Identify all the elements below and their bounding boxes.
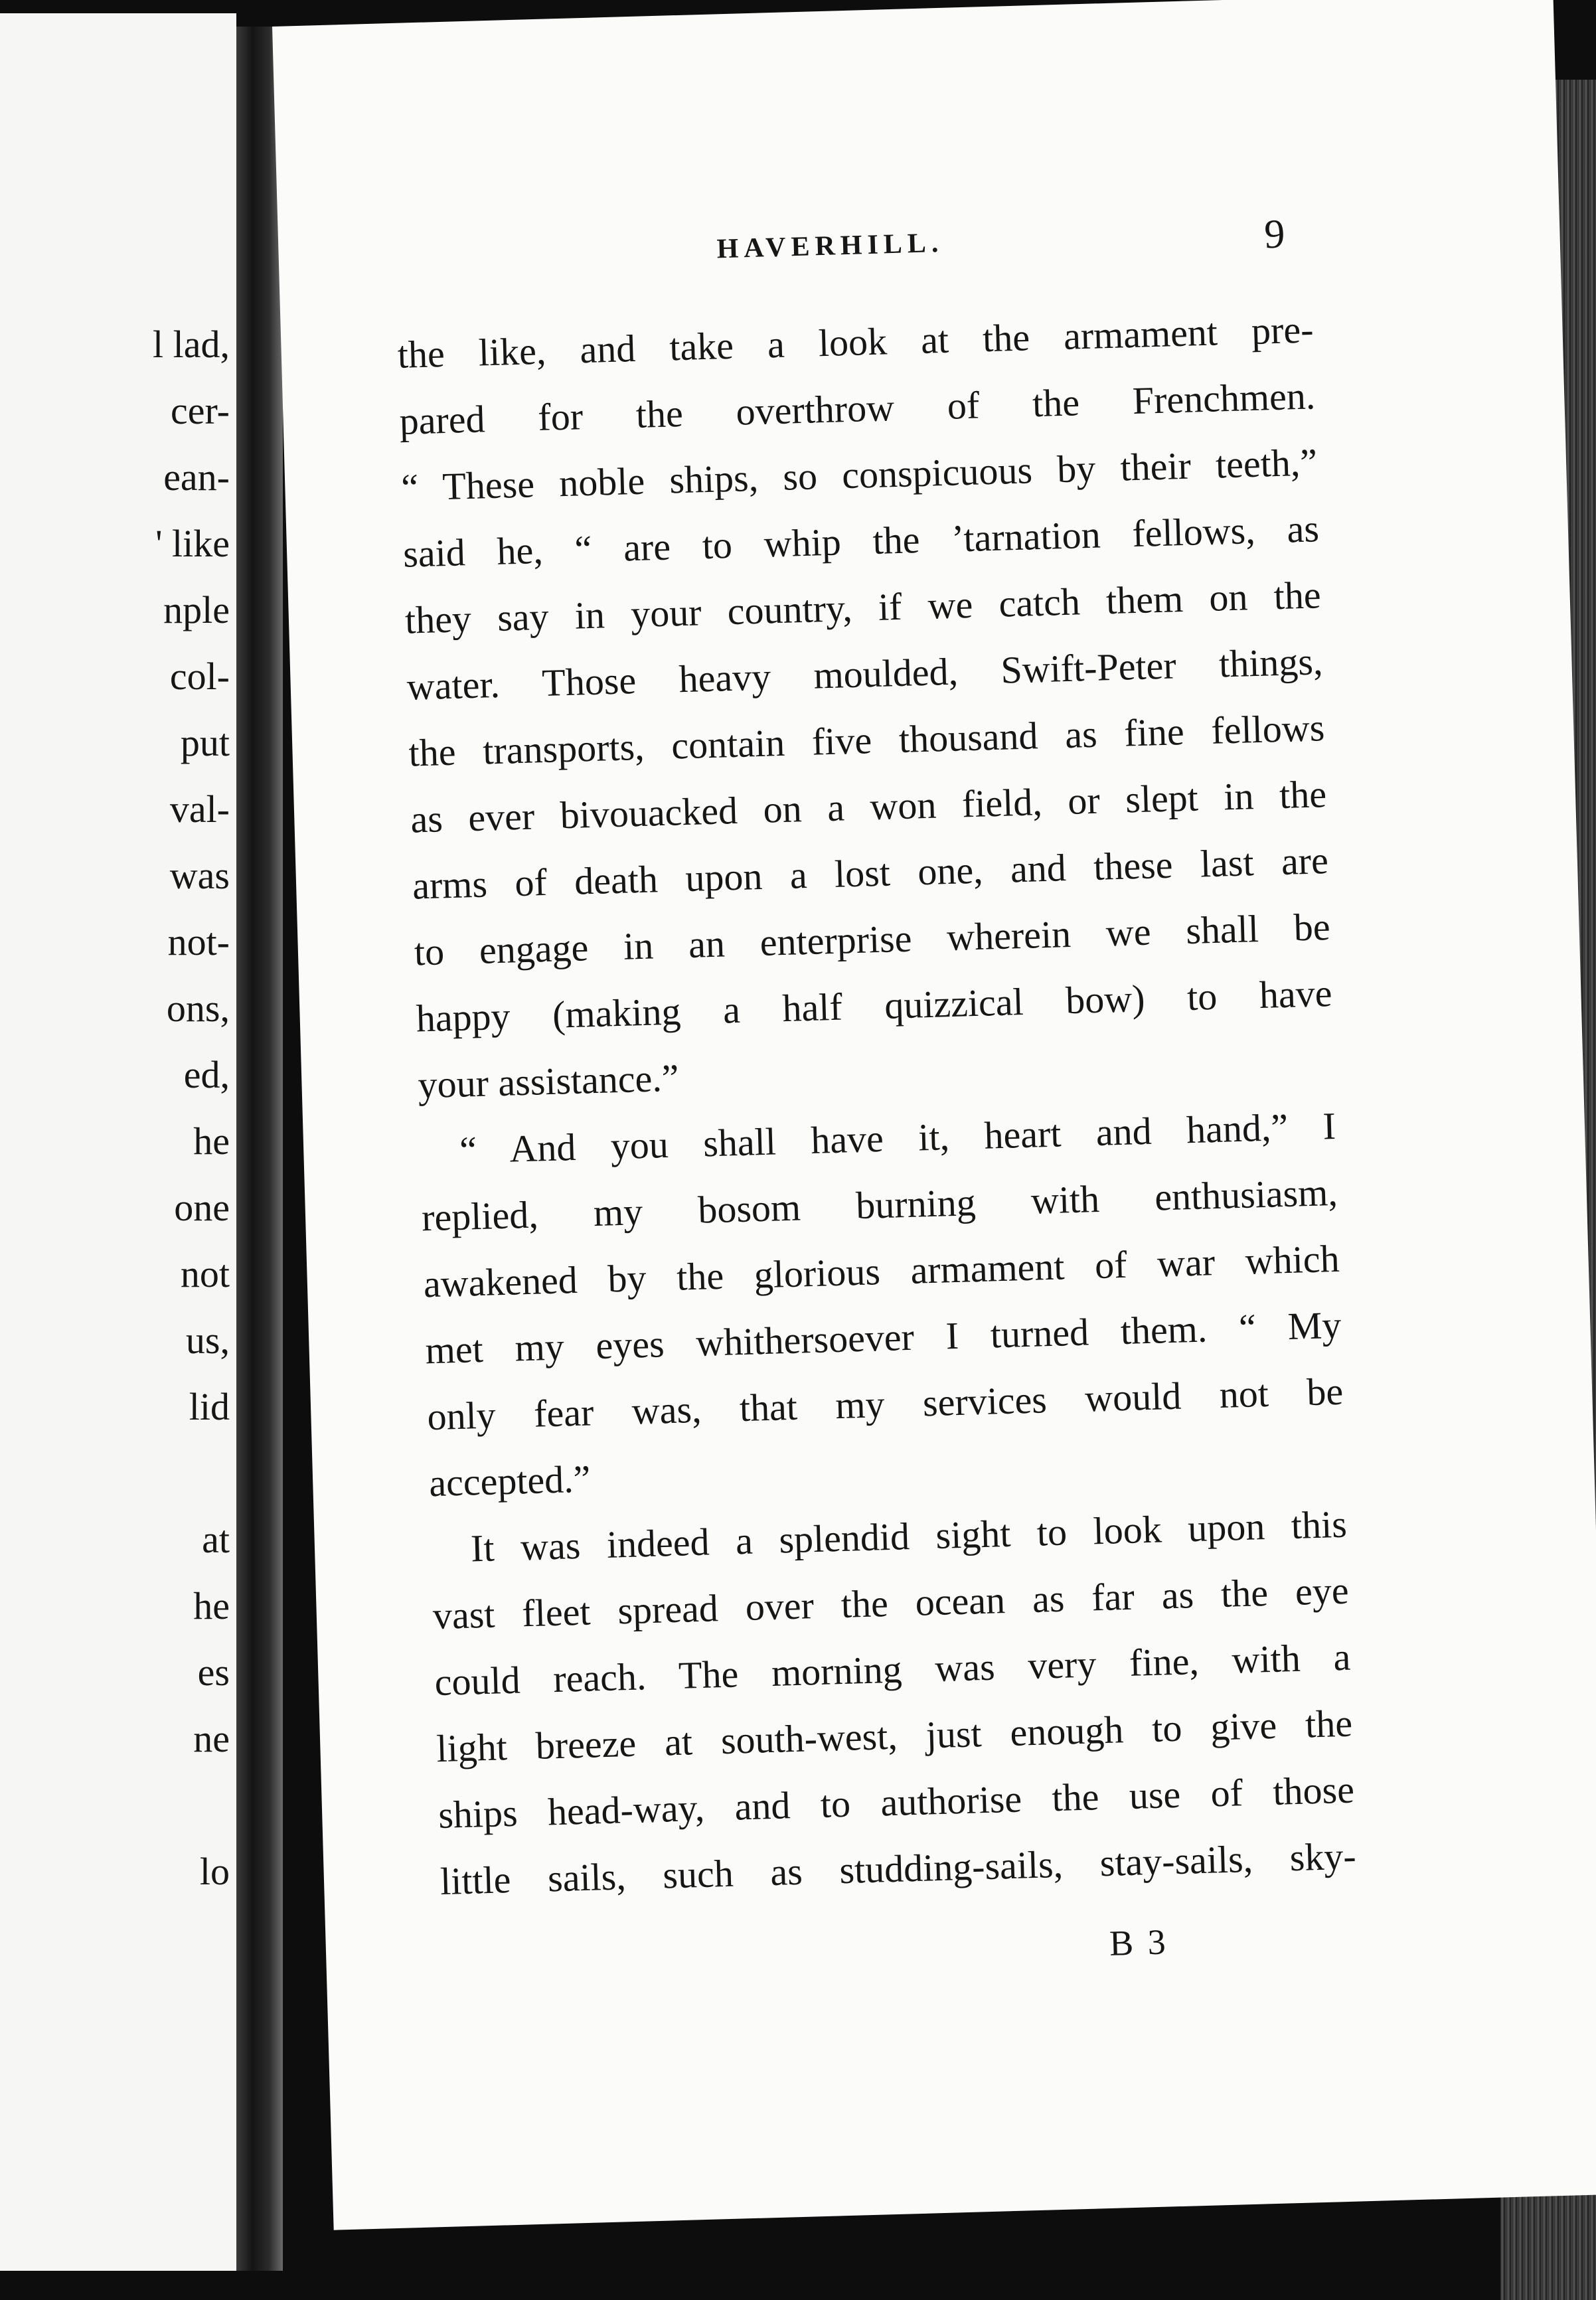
left-line: he xyxy=(193,1119,230,1163)
book-gutter xyxy=(236,27,283,2271)
text-line: little sails, such as studding-sails, stay-sails, sky- xyxy=(439,1834,1357,1904)
left-line: was xyxy=(169,854,230,897)
left-line: at xyxy=(202,1518,230,1561)
left-line: l lad, xyxy=(153,323,230,366)
text-line: as ever bivouacked on a won field, or slept in the xyxy=(410,772,1327,841)
text-line: “ And you shall have it, heart and hand,” I xyxy=(459,1104,1336,1172)
left-line: he xyxy=(193,1584,230,1627)
left-line: not- xyxy=(167,920,230,963)
text-line: only fear was, that my services would not be xyxy=(426,1369,1344,1439)
left-facing-page xyxy=(0,13,236,2271)
body-text xyxy=(396,296,1356,1915)
left-line: cer- xyxy=(171,389,230,432)
text-line: vast fleet spread over the ocean as far as the eye xyxy=(432,1568,1350,1638)
text-line: your assistance.” xyxy=(417,1056,680,1107)
text-line: water. Those heavy moulded, Swift-Peter things, xyxy=(406,639,1324,708)
running-head xyxy=(278,210,1560,292)
left-line: nple xyxy=(163,588,230,631)
left-line: lo xyxy=(199,1850,230,1893)
text-line: they say in your country, if we catch them on the xyxy=(404,573,1322,642)
text-line: accepted.” xyxy=(428,1457,592,1505)
text-line: happy (making a half quizzical bow) to have xyxy=(415,971,1333,1040)
text-line: It was indeed a splendid sight to look upon this xyxy=(470,1502,1348,1570)
text-line: the like, and take a look at the armament pre- xyxy=(396,307,1315,376)
left-line: put xyxy=(180,721,230,764)
left-line: us, xyxy=(185,1319,230,1362)
text-line: ships head-way, and to authorise the use of those xyxy=(438,1767,1355,1837)
page-number: 9 xyxy=(1263,211,1286,258)
text-line: to engage in an enterprise wherein we shall be xyxy=(414,905,1331,974)
right-page xyxy=(272,0,1596,2230)
text-line: arms of death upon a lost one, and these last are xyxy=(412,839,1329,908)
signature-mark: B 3 xyxy=(1109,1922,1169,1963)
left-line: col- xyxy=(169,655,230,698)
text-line: light breeze at south-west, just enough to give the xyxy=(436,1701,1353,1771)
left-line: val- xyxy=(169,787,230,831)
left-line: ean- xyxy=(163,455,230,499)
text-line: replied, my bosom burning with enthusiasm, xyxy=(421,1170,1338,1240)
text-line: could reach. The morning was very fine, with a xyxy=(434,1635,1352,1704)
left-line: lid xyxy=(189,1385,230,1428)
left-line: es xyxy=(197,1651,230,1694)
left-line: ne xyxy=(193,1717,230,1760)
text-line: pared for the overthrow of the Frenchmen. xyxy=(398,374,1317,443)
text-line: met my eyes whithersoever I turned them. “ My xyxy=(424,1303,1342,1372)
text-line: the transports, contain five thousand as fine fellows xyxy=(408,706,1326,775)
text-line: said he, “ are to whip the ’tarnation fellows, as xyxy=(402,507,1320,576)
text-line: “ These noble ships, so conspicuous by their teeth,” xyxy=(400,440,1318,509)
left-line: ' like xyxy=(155,522,230,565)
left-line: ons, xyxy=(166,987,230,1030)
running-head-title: HAVERHILL. xyxy=(716,227,944,265)
left-line: ed, xyxy=(183,1053,230,1096)
text-line: awakened by the glorious armament of war which xyxy=(423,1236,1340,1306)
left-line: one xyxy=(174,1186,230,1229)
left-line: not xyxy=(180,1252,230,1295)
